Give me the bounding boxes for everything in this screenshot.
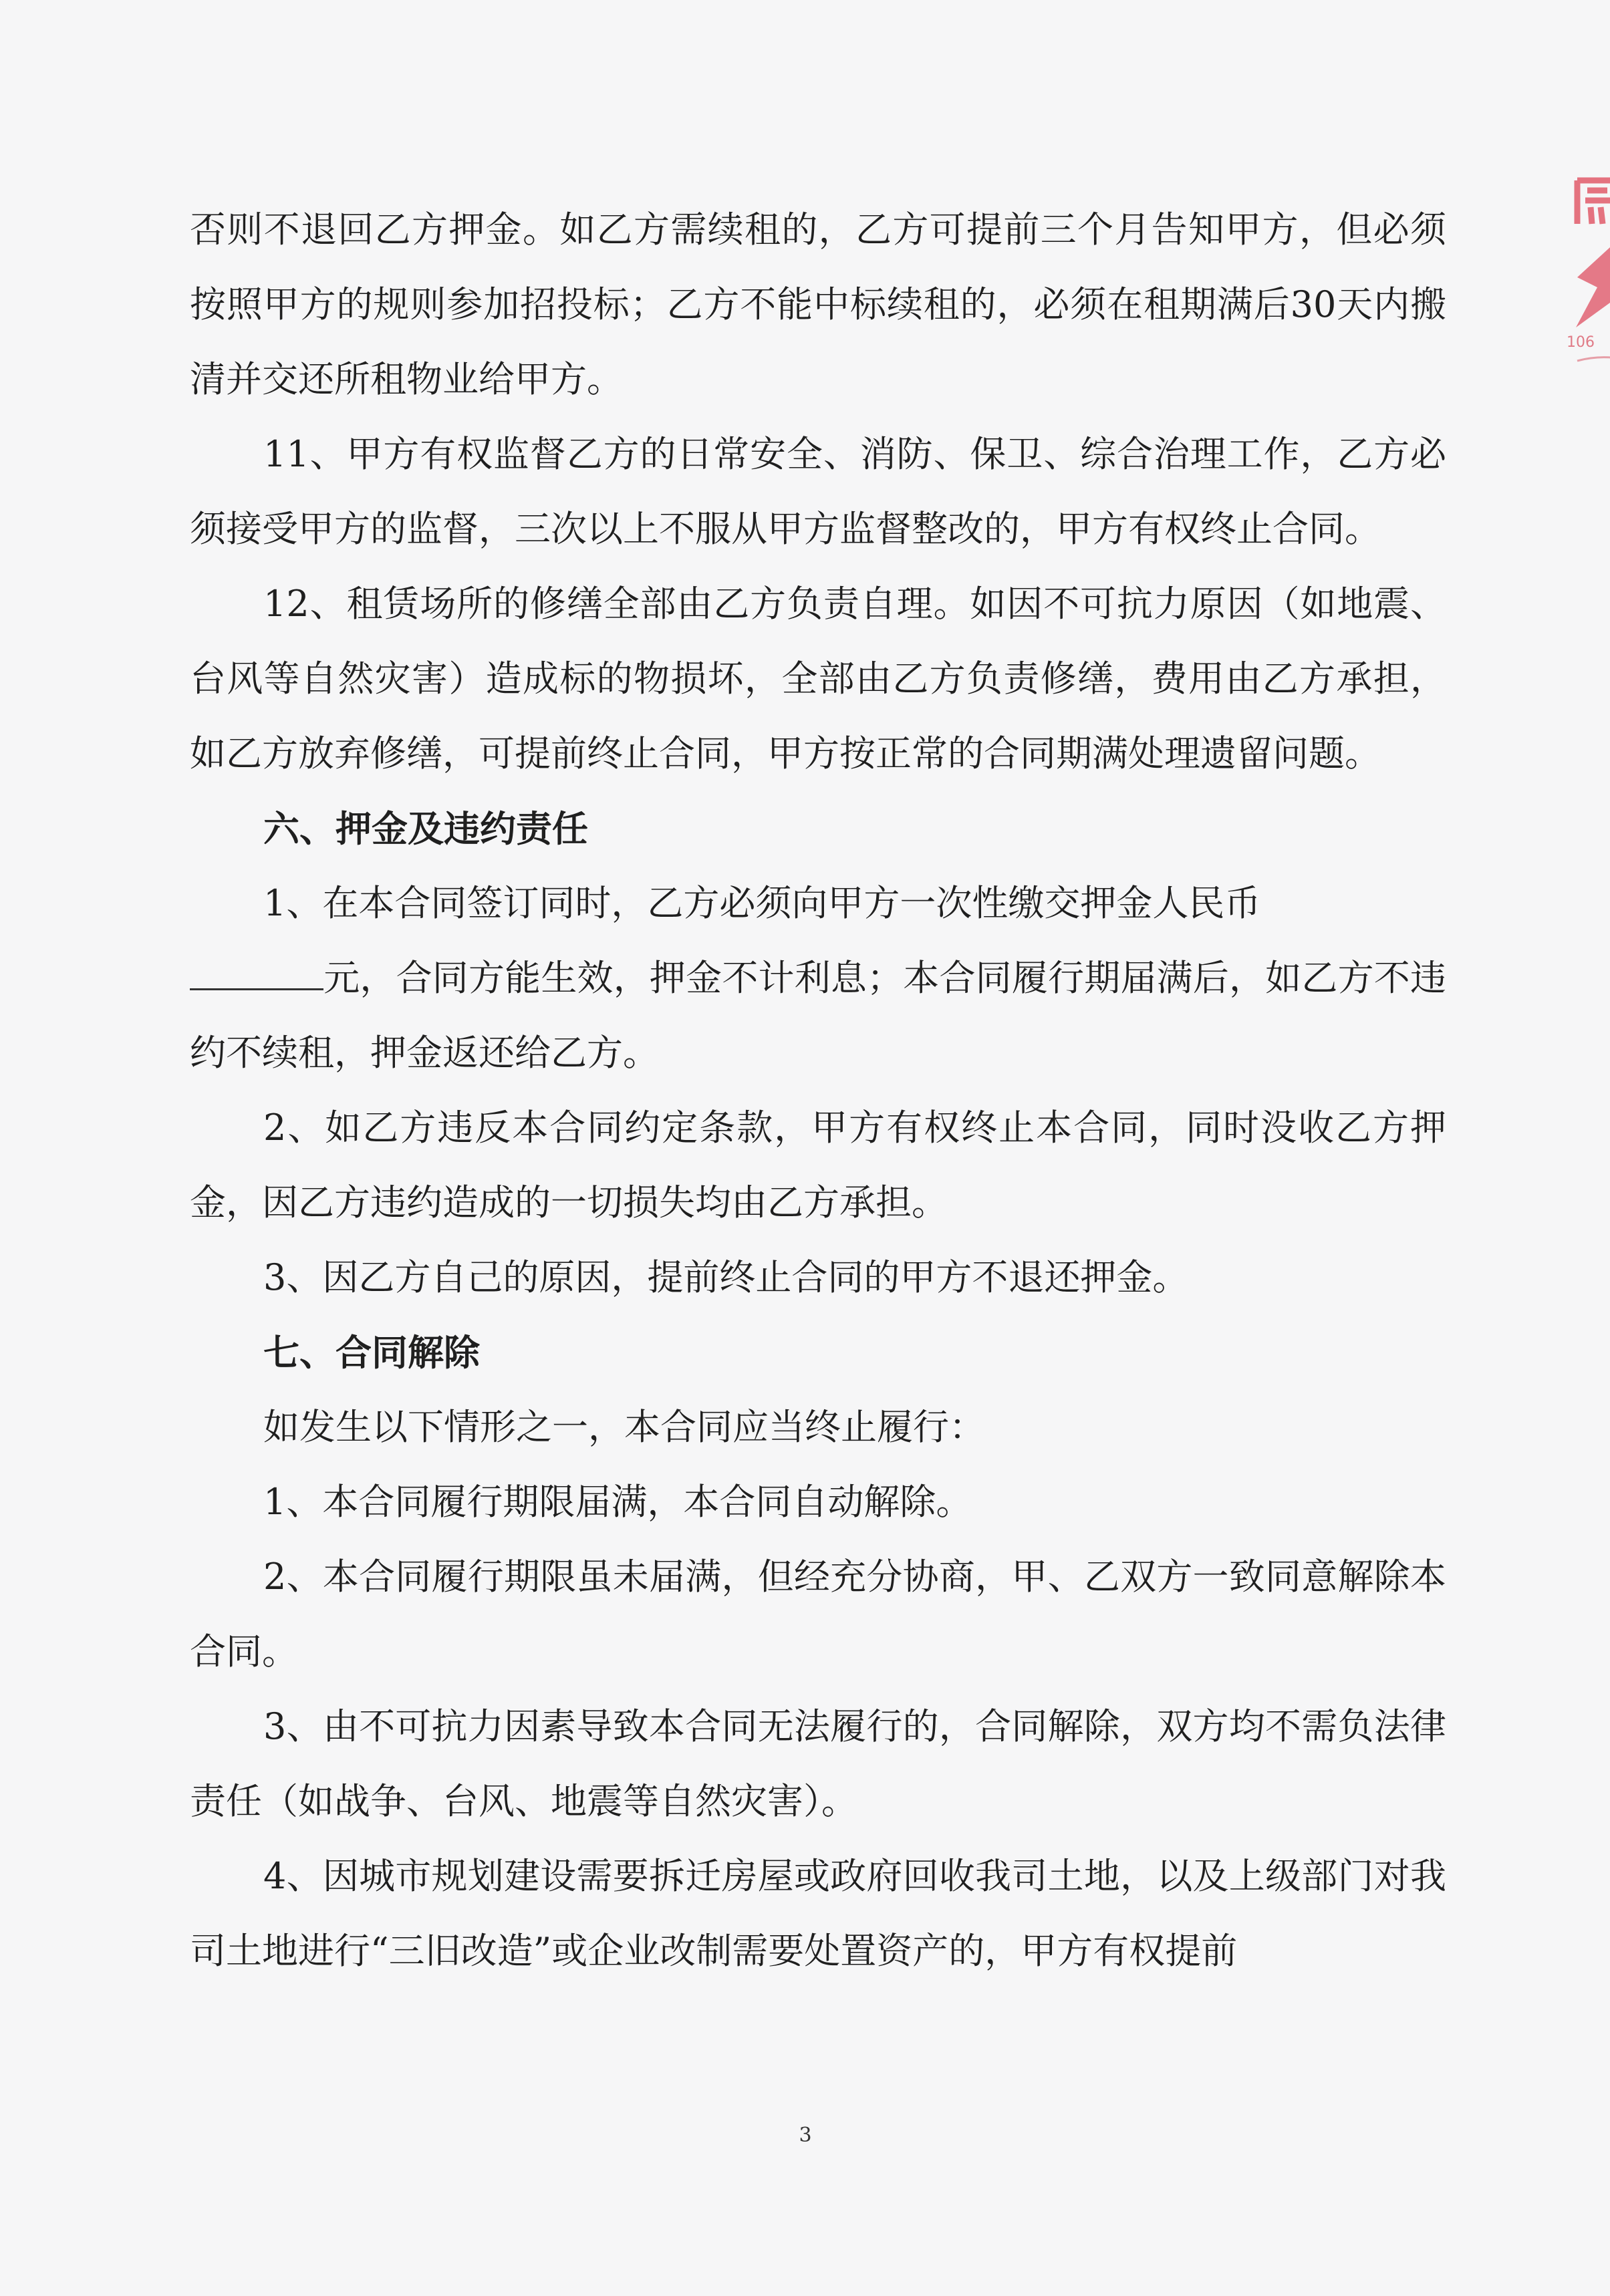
seal-stamp-fragment	[1551, 160, 1610, 508]
paragraph-with-blank	[190, 941, 1446, 1091]
page-number: 3	[799, 2124, 812, 2147]
paragraph-text: 4、因城市规划建设需要拆迁房屋或政府回收我司土地，以及上级部门对我司土地进行“三旧改造”或企业改制需要处置资产的，甲方有权提前	[190, 1855, 1446, 1972]
seal-digits: 106	[1567, 334, 1595, 351]
paragraph-text: 2、本合同履行期限虽未届满，但经充分协商，甲、乙双方一致同意解除本合同。	[190, 1556, 1446, 1673]
section-heading	[190, 1315, 1446, 1390]
paragraph	[190, 192, 1446, 417]
paragraph-text: 2、如乙方违反本合同约定条款，甲方有权终止本合同，同时没收乙方押金，因乙方违约造成的一切损失均由乙方承担。	[190, 1107, 1446, 1224]
paragraph	[190, 1465, 1446, 1540]
section-heading-text: 六、押金及违约责任	[263, 807, 588, 850]
paragraph-text: 1、本合同履行期限届满，本合同自动解除。	[263, 1481, 972, 1523]
paragraph-text: 3、因乙方自己的原因，提前终止合同的甲方不退还押金。	[263, 1256, 1189, 1298]
paragraph	[190, 1839, 1446, 1989]
paragraph	[190, 1689, 1446, 1839]
paragraph-text: 元，合同方能生效，押金不计利息；本合同履行期届满后，如乙方不违约不续租，押金返还给乙方。	[190, 957, 1446, 1074]
paragraph	[190, 1240, 1446, 1315]
paragraph	[190, 567, 1446, 791]
paragraph	[190, 866, 1446, 941]
paragraph-text: 12、租赁场所的修缮全部由乙方负责自理。如因不可抗力原因（如地震、台风等自然灾害）造成标的物损坏，全部由乙方负责修缮，费用由乙方承担，如乙方放弃修缮，可提前终止合同，甲方按正常的合同期满处理遗留问题。	[190, 583, 1446, 774]
fill-in-blank[interactable]	[190, 962, 323, 990]
paragraph-text: 1、在本合同签订同时，乙方必须向甲方一次性缴交押金人民币	[263, 882, 1261, 924]
paragraph	[190, 1091, 1446, 1240]
paragraph-text: 11、甲方有权监督乙方的日常安全、消防、保卫、综合治理工作，乙方必须接受甲方的监督，三次以上不服从甲方监督整改的，甲方有权终止合同。	[190, 433, 1446, 550]
paragraph	[190, 1390, 1446, 1465]
paragraph-text: 如发生以下情形之一，本合同应当终止履行：	[263, 1406, 985, 1448]
paragraph-text: 否则不退回乙方押金。如乙方需续租的，乙方可提前三个月告知甲方，但必须按照甲方的规则参加招投标；乙方不能中标续租的，必须在租期满后30天内搬清并交还所租物业给甲方。	[190, 208, 1446, 400]
section-heading	[190, 791, 1446, 866]
paragraph	[190, 417, 1446, 567]
document-body	[190, 192, 1446, 1989]
paragraph	[190, 1540, 1446, 1689]
paragraph-text: 3、由不可抗力因素导致本合同无法履行的，合同解除，双方均不需负法律责任（如战争、台风、地震等自然灾害）。	[190, 1705, 1446, 1822]
section-heading-text: 七、合同解除	[263, 1331, 480, 1374]
